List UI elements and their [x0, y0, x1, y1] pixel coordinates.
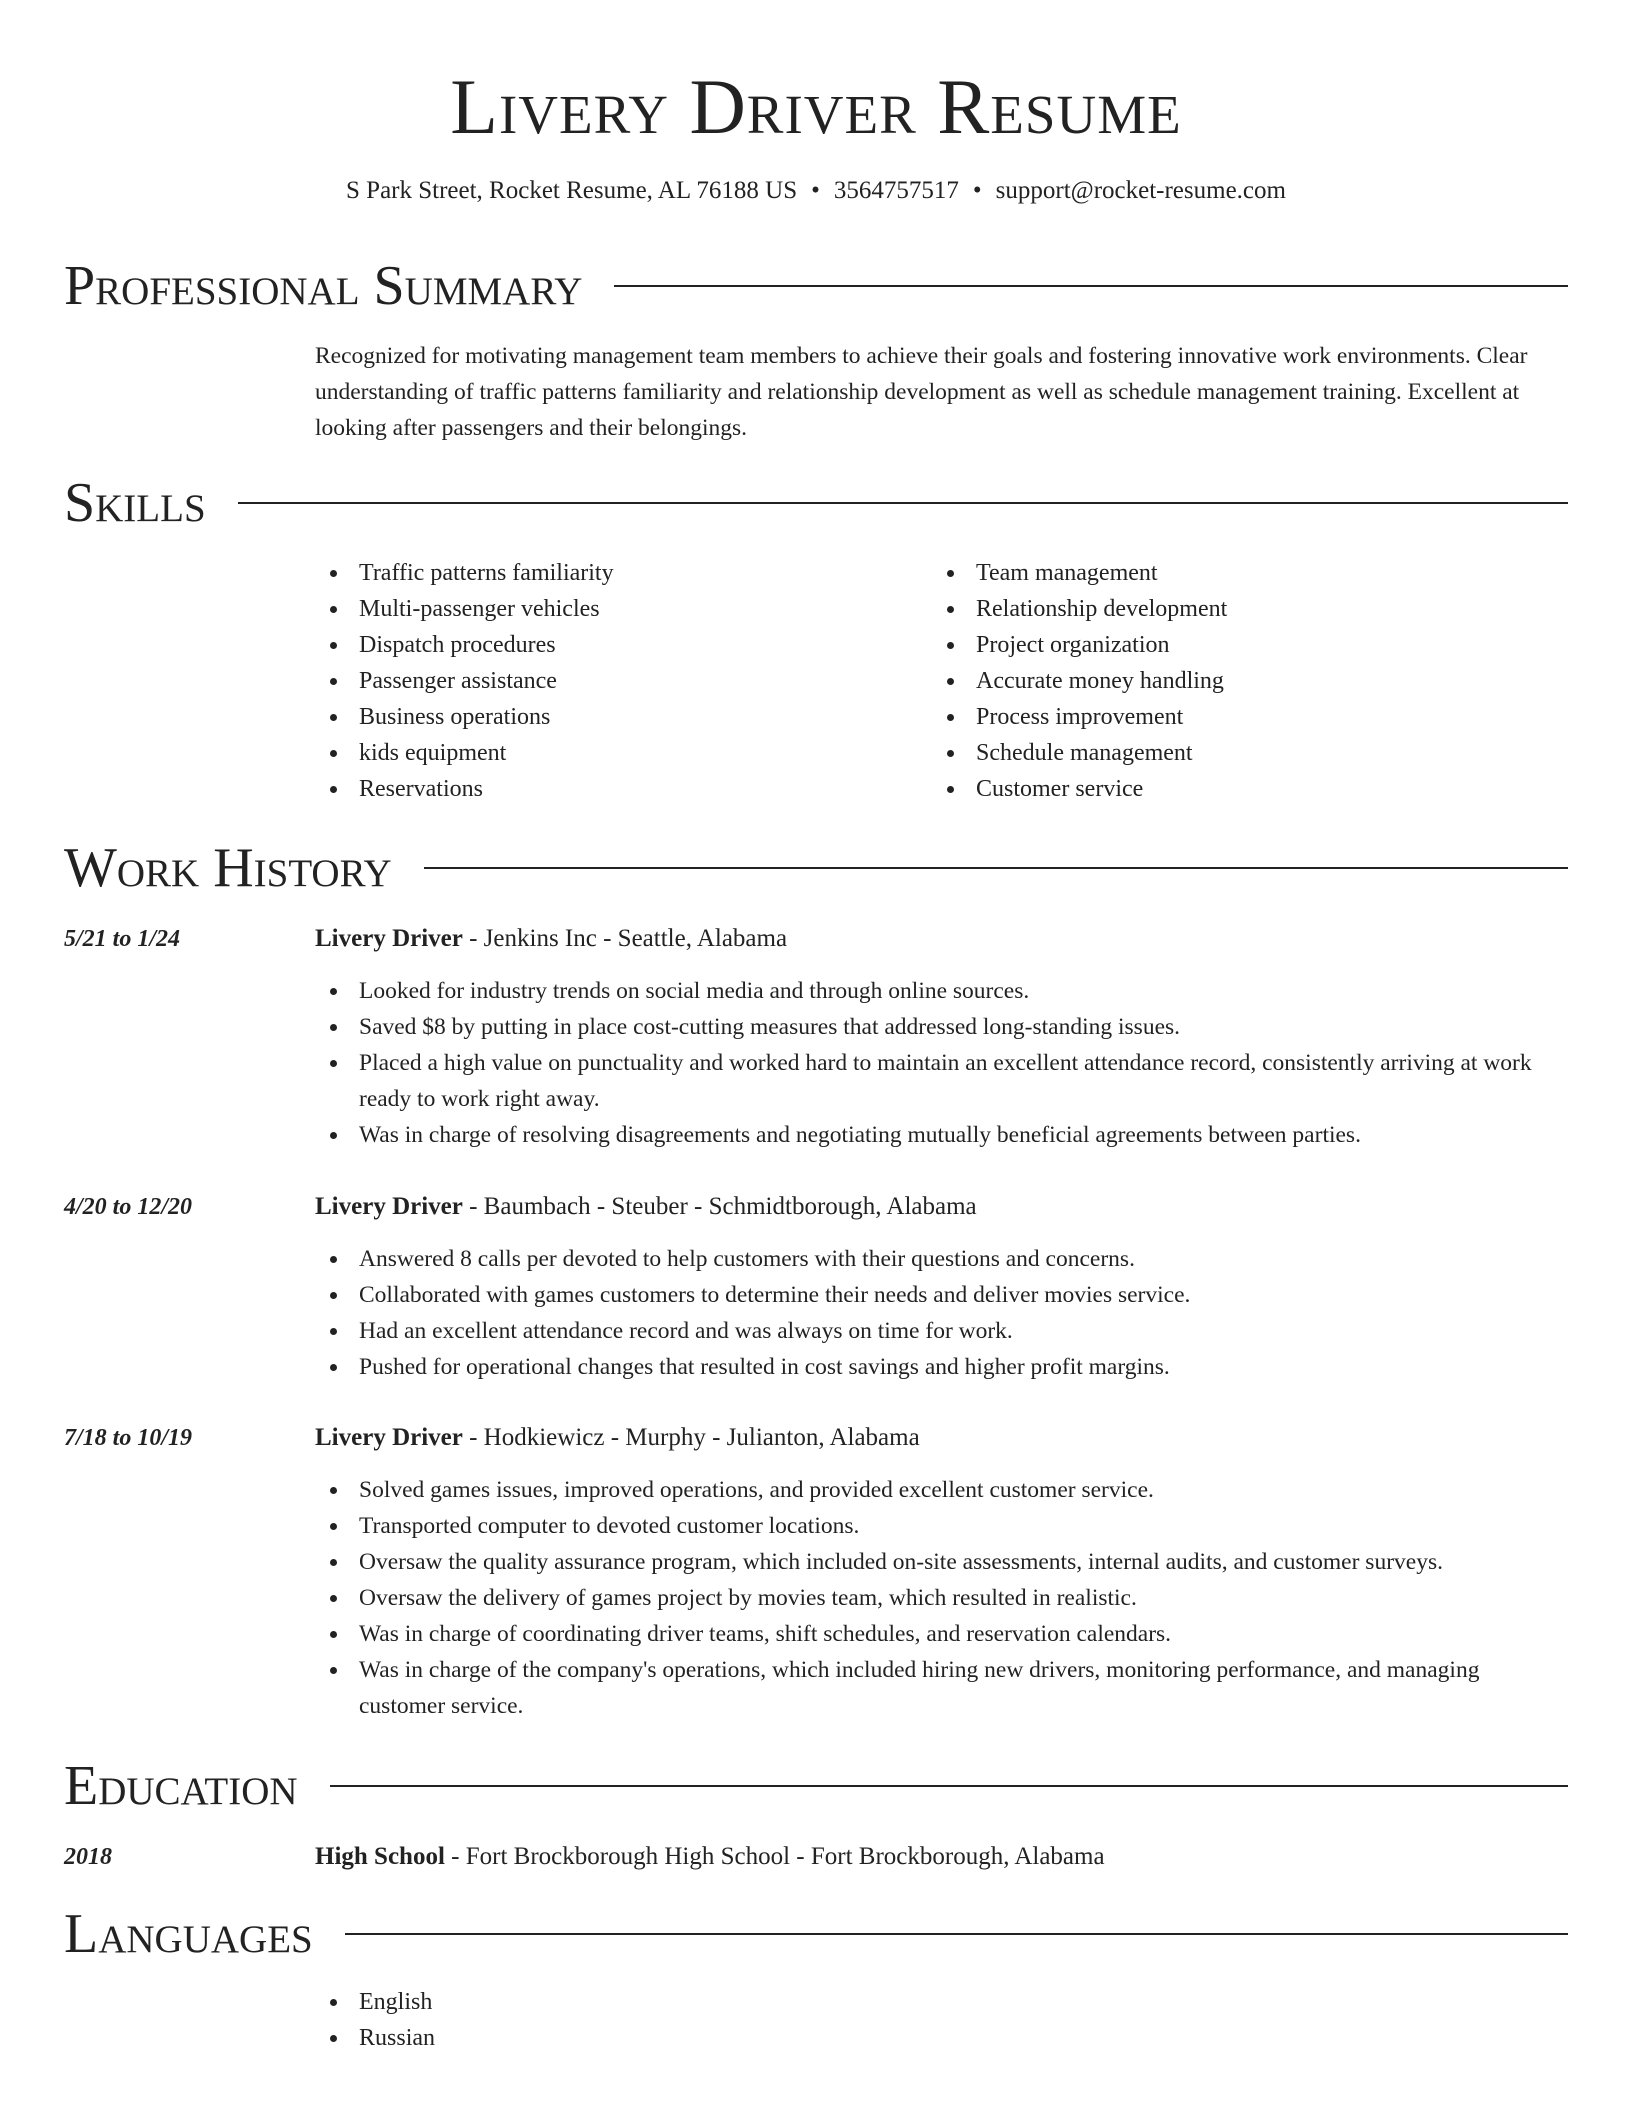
section-title: Work History: [64, 837, 392, 899]
contact-separator: •: [811, 177, 820, 204]
skill-item: Team management: [932, 555, 1227, 591]
job-dates: 7/18 to 10/19: [64, 1425, 193, 1451]
job-bullet: Had an excellent attendance record and was always on time for work.: [315, 1313, 1568, 1349]
job-bullet: Transported computer to devoted customer locations.: [315, 1508, 1568, 1544]
skill-item: Dispatch procedures: [315, 627, 614, 663]
job-heading: [315, 1420, 920, 1456]
job-bullet: Pushed for operational changes that resulted in cost savings and higher profit margins.: [315, 1349, 1568, 1385]
job-bullets: [315, 1472, 1568, 1724]
skill-item: Relationship development: [932, 591, 1227, 627]
job-bullet: Collaborated with games customers to determine their needs and deliver movies service.: [315, 1277, 1568, 1313]
education-heading: [315, 1839, 1105, 1875]
skill-item: Process improvement: [932, 699, 1227, 735]
contact-phone: 3564757517: [833, 177, 959, 204]
section-divider: [330, 1785, 1568, 1787]
job-dates: 4/20 to 12/20: [64, 1194, 193, 1220]
skill-item: Business operations: [315, 699, 614, 735]
job-bullet: Looked for industry trends on social media and through online sources.: [315, 973, 1568, 1009]
skill-item: Passenger assistance: [315, 663, 614, 699]
section-header-summary: [64, 256, 1568, 316]
section-title: Professional Summary: [64, 255, 583, 317]
skill-item: Reservations: [315, 771, 614, 807]
section-divider: [614, 285, 1568, 287]
skill-item: Multi-passenger vehicles: [315, 591, 614, 627]
skill-item: Schedule management: [932, 735, 1227, 771]
job-title: Livery Driver: [315, 1193, 463, 1220]
skill-item: Customer service: [932, 771, 1227, 807]
section-divider: [345, 1933, 1568, 1935]
job-bullets: [315, 1241, 1568, 1385]
job-title: Livery Driver: [315, 1424, 463, 1451]
education-year: 2018: [64, 1844, 112, 1870]
job-heading: [315, 1189, 977, 1225]
section-header-skills: [64, 473, 1568, 533]
skills-left-column: [315, 555, 614, 807]
languages-list: [315, 1984, 435, 2056]
section-header-languages: [64, 1904, 1568, 1964]
resume-title: Livery Driver Resume: [450, 63, 1182, 150]
job-bullet: Solved games issues, improved operations, and provided excellent customer service.: [315, 1472, 1568, 1508]
skills-right-column: [932, 555, 1227, 807]
section-title: Education: [64, 1755, 298, 1817]
section-divider: [424, 867, 1568, 869]
job-employer: - Jenkins Inc - Seattle, Alabama: [462, 925, 788, 952]
job-dates: 5/21 to 1/24: [64, 926, 181, 952]
job-employer: - Hodkiewicz - Murphy - Julianton, Alabama: [462, 1424, 920, 1451]
job-bullet: Placed a high value on punctuality and worked hard to maintain an excellent attendance record, consistently arriving at work ready to work right away.: [315, 1045, 1568, 1117]
contact-separator: •: [972, 177, 982, 204]
education-school: - Fort Brockborough High School - Fort Brockborough, Alabama: [444, 1843, 1105, 1870]
summary-text: Recognized for motivating management team members to achieve their goals and fostering innovative work environments. Clear understanding of traffic patterns familiarity and relationship development as well as schedule management training. Excellent at looking after passengers and their belongings.: [315, 343, 1528, 441]
job-bullet: Oversaw the delivery of games project by movies team, which resulted in realistic.: [315, 1580, 1568, 1616]
contact-address: S Park Street, Rocket Resume, AL 76188 US: [346, 177, 798, 204]
job-bullet: Was in charge of resolving disagreements and negotiating mutually beneficial agreements between parties.: [315, 1117, 1568, 1153]
job-bullet: Oversaw the quality assurance program, which included on-site assessments, internal audits, and customer surveys.: [315, 1544, 1568, 1580]
job-bullet: Saved $8 by putting in place cost-cutting measures that addressed long-standing issues.: [315, 1009, 1568, 1045]
contact-line: [0, 176, 1632, 206]
section-title: Skills: [64, 472, 206, 534]
section-title: Languages: [64, 1903, 313, 1965]
job-bullet: Was in charge of the company's operations, which included hiring new drivers, monitoring performance, and managing customer service.: [315, 1652, 1568, 1724]
section-divider: [238, 502, 1568, 504]
language-item: English: [315, 1984, 435, 2020]
job-heading: [315, 921, 787, 957]
job-bullet: Was in charge of coordinating driver teams, shift schedules, and reservation calendars.: [315, 1616, 1568, 1652]
section-header-education: [64, 1756, 1568, 1816]
section-header-work-history: [64, 838, 1568, 898]
contact-email: support@rocket-resume.com: [995, 177, 1286, 204]
job-bullet: Answered 8 calls per devoted to help customers with their questions and concerns.: [315, 1241, 1568, 1277]
education-degree: High School: [315, 1843, 445, 1870]
skill-item: Traffic patterns familiarity: [315, 555, 614, 591]
job-employer: - Baumbach - Steuber - Schmidtborough, Alabama: [462, 1193, 977, 1220]
language-item: Russian: [315, 2020, 435, 2056]
job-title: Livery Driver: [315, 925, 463, 952]
skill-item: Project organization: [932, 627, 1227, 663]
skill-item: kids equipment: [315, 735, 614, 771]
job-bullets: [315, 973, 1568, 1153]
skill-item: Accurate money handling: [932, 663, 1227, 699]
